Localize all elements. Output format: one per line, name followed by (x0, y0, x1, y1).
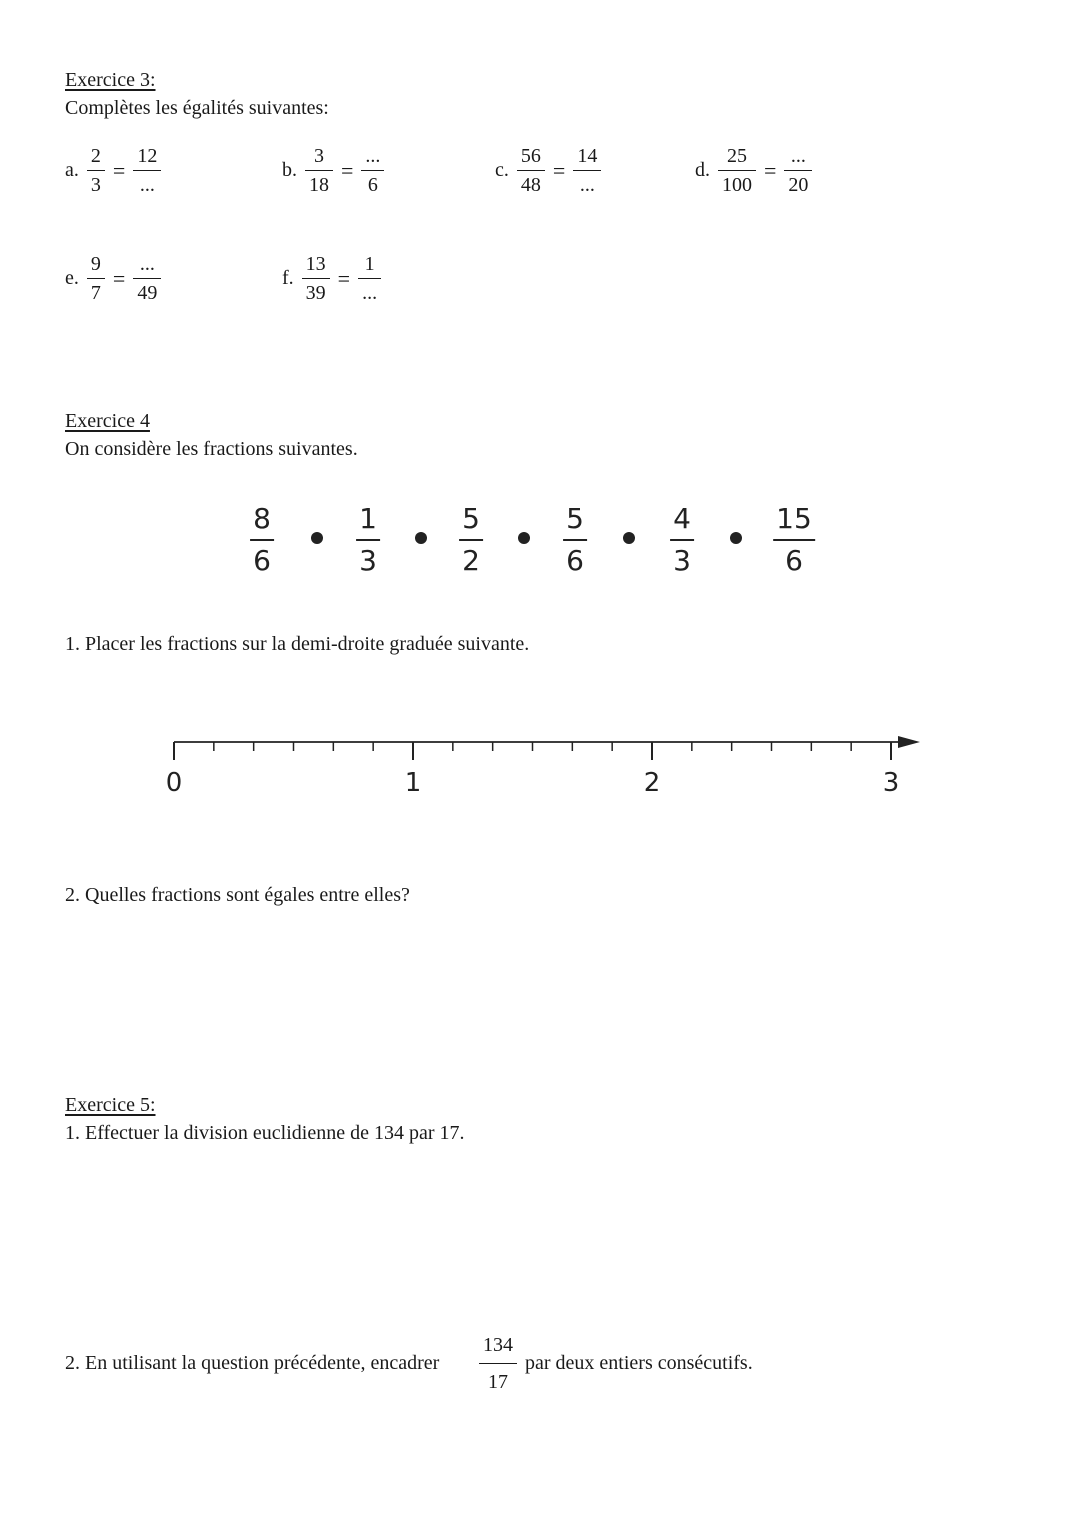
fraction-numerator: 15 (773, 503, 815, 541)
number-line-arrow-icon (898, 736, 920, 748)
equals-sign: = (341, 157, 354, 183)
fraction-denominator: 17 (488, 1371, 508, 1393)
fraction-denominator: 6 (785, 544, 803, 577)
left-numerator: 56 (517, 145, 545, 171)
fraction-134-17 (479, 1333, 517, 1394)
equals-sign: = (112, 157, 126, 183)
equality-d (695, 145, 812, 196)
right-denominator[interactable]: ... (139, 174, 155, 196)
right-fraction (784, 145, 812, 196)
exercise-4-title: Exercice 4 (65, 410, 150, 432)
left-denominator: 7 (90, 282, 101, 304)
equals-sign: = (337, 265, 351, 291)
right-numerator[interactable]: 14 (573, 145, 601, 171)
right-fraction (133, 145, 161, 196)
equality-e (65, 253, 161, 304)
equality-label: e. (65, 267, 79, 289)
left-denominator: 3 (90, 174, 101, 196)
equals-sign: = (112, 265, 126, 291)
right-numerator[interactable]: 1 (358, 253, 381, 279)
fraction-denominator: 2 (462, 544, 480, 577)
separator-dot-icon (730, 532, 742, 544)
right-numerator[interactable]: ... (361, 145, 384, 171)
equals-sign: = (552, 157, 566, 183)
left-fraction (302, 253, 330, 304)
right-fraction (361, 145, 384, 196)
fraction-denominator: 3 (359, 544, 377, 577)
right-denominator[interactable]: ... (362, 282, 378, 304)
right-numerator[interactable]: 12 (133, 145, 161, 171)
right-denominator[interactable]: ... (579, 174, 595, 196)
tick-label: 2 (643, 768, 661, 798)
exercise-3-title: Exercice 3: (65, 69, 156, 91)
right-denominator[interactable]: 6 (367, 174, 378, 196)
equality-label: c. (495, 159, 509, 181)
tick-label: 0 (165, 768, 183, 798)
fraction-5-2 (459, 503, 483, 577)
exercise-4-question-1: 1. Placer les fractions sur la demi-droite graduée suivante. (65, 633, 530, 655)
number-line (0, 720, 1080, 810)
left-fraction (517, 145, 545, 196)
left-numerator: 2 (87, 145, 105, 171)
fraction-1-3 (356, 503, 380, 577)
fraction-4-3 (670, 503, 694, 577)
separator-dot-icon (311, 532, 323, 544)
exercise-5-question-1: 1. Effectuer la division euclidienne de 134 par 17. (65, 1122, 465, 1144)
fraction-numerator: 5 (459, 503, 483, 541)
exercise-5-question-2-end: par deux entiers consécutifs. (525, 1352, 753, 1374)
fraction-numerator: 8 (250, 503, 274, 541)
right-numerator[interactable]: ... (133, 253, 161, 279)
separator-dot-icon (415, 532, 427, 544)
tick-label: 3 (882, 768, 900, 798)
equality-label: d. (695, 159, 710, 181)
right-numerator[interactable]: ... (784, 145, 812, 171)
fraction-denominator: 6 (566, 544, 584, 577)
fraction-numerator: 134 (479, 1333, 517, 1364)
left-numerator: 25 (718, 145, 756, 171)
left-denominator: 39 (305, 282, 326, 304)
left-denominator: 18 (309, 174, 329, 196)
left-denominator: 48 (520, 174, 541, 196)
exercise-4-intro: On considère les fractions suivantes. (65, 438, 358, 460)
equality-c (495, 145, 601, 196)
exercise-5-title: Exercice 5: (65, 1094, 156, 1116)
fraction-denominator: 3 (673, 544, 691, 577)
equality-a (65, 145, 161, 196)
left-fraction (305, 145, 333, 196)
left-fraction (718, 145, 756, 196)
right-denominator[interactable]: 20 (788, 174, 809, 196)
left-numerator: 13 (302, 253, 330, 279)
equality-label: b. (282, 159, 297, 181)
exercise-5-question-2-start: 2. En utilisant la question précédente, encadrer (65, 1352, 440, 1374)
exercise-3-instruction: Complètes les égalités suivantes: (65, 97, 329, 119)
equality-label: f. (282, 267, 294, 289)
fraction-5-6 (563, 503, 587, 577)
fraction-8-6 (250, 503, 274, 577)
separator-dot-icon (623, 532, 635, 544)
right-fraction (358, 253, 381, 304)
left-numerator: 3 (305, 145, 333, 171)
equals-sign: = (764, 157, 777, 183)
right-fraction (133, 253, 161, 304)
equality-f (282, 253, 381, 304)
fraction-15-6 (773, 503, 815, 577)
fraction-numerator: 1 (356, 503, 380, 541)
left-denominator: 100 (722, 174, 752, 196)
left-numerator: 9 (87, 253, 105, 279)
fraction-numerator: 4 (670, 503, 694, 541)
exercise-4-question-2: 2. Quelles fractions sont égales entre elles? (65, 884, 410, 906)
equality-label: a. (65, 159, 79, 181)
fraction-numerator: 5 (563, 503, 587, 541)
separator-dot-icon (518, 532, 530, 544)
tick-label: 1 (404, 768, 422, 798)
left-fraction (87, 145, 105, 196)
left-fraction (87, 253, 105, 304)
right-fraction (573, 145, 601, 196)
fraction-denominator: 6 (253, 544, 271, 577)
equality-b (282, 145, 384, 196)
right-denominator[interactable]: 49 (137, 282, 158, 304)
